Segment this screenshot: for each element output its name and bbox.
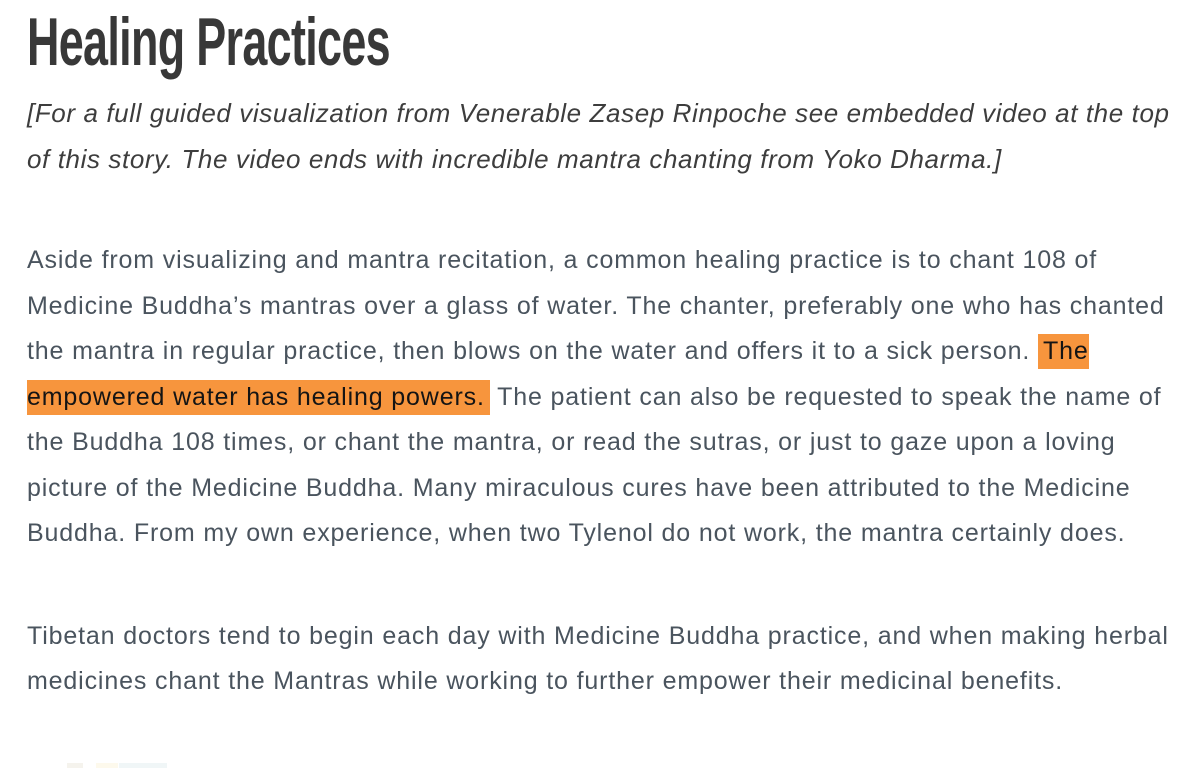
page-title-text: Healing Practices (27, 4, 390, 80)
paragraph-segment-after: The patient can also be requested to speak the name of the Buddha 108 times, or chant the mantra, or read the sutras, or just to gaze upon a loving picture of the Medicine Buddha. Many miraculous cures have been attributed to the Medicine Buddha. From my own experience, when two Tylenol do not work, the mantra certainly does. (27, 382, 1162, 547)
paragraph-tibetan-doctors: Tibetan doctors tend to begin each day with Medicine Buddha practice, and when making herbal medicines chant the Mantras while working to further empower their medicinal benefits. (27, 621, 1169, 695)
paragraph-segment-before: Aside from visualizing and mantra recitation, a common healing practice is to chant 108 of Medicine Buddha’s mantras over a glass of water. The chanter, preferably one who has chanted the mantra in regular practice, then blows on the water and offers it to a sick person. (27, 246, 1165, 365)
cutoff-element (119, 763, 167, 768)
highlighted-text: The empowered water has healing powers. (27, 334, 1089, 415)
page-title (27, 4, 1170, 80)
paragraph-healing-practice (27, 238, 1170, 557)
cutoff-element (67, 763, 83, 768)
cutoff-elements-bottom (0, 762, 1200, 768)
cutoff-element (96, 763, 118, 768)
intro-note: [For a full guided visualization from Venerable Zasep Rinpoche see embedded video at the top of this story. The video ends with incredible mantra chanting from Yoko Dharma.] (27, 98, 1170, 174)
